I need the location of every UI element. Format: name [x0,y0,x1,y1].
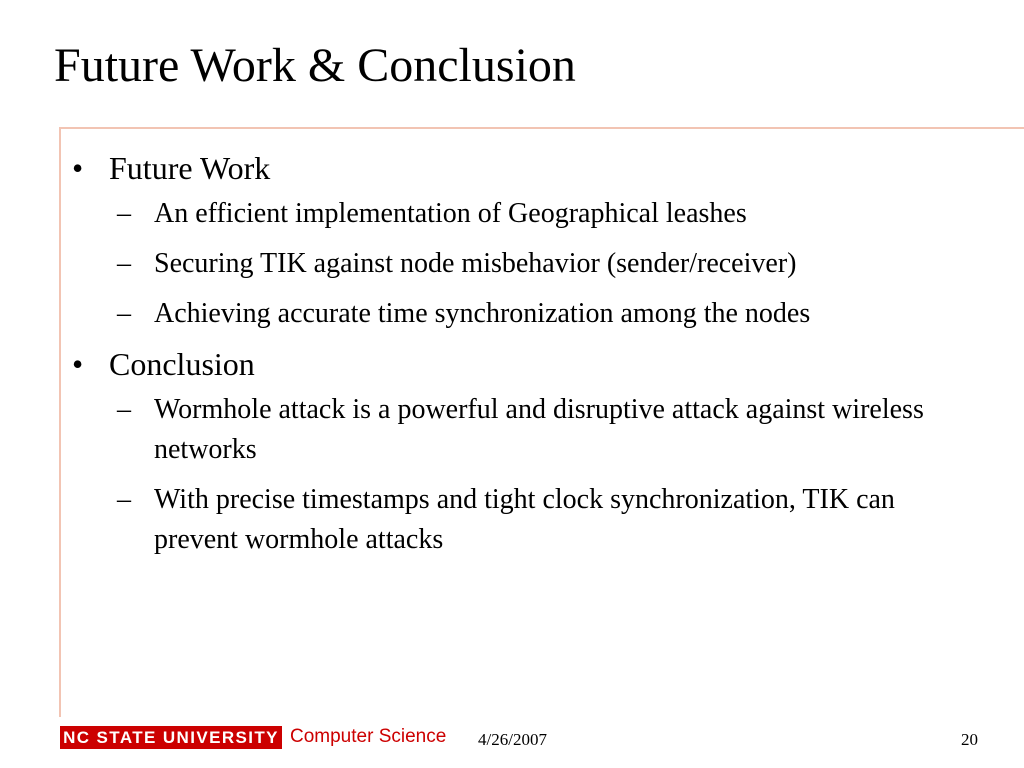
dash-marker: – [117,298,131,329]
university-logo: NC STATE UNIVERSITY [60,726,282,749]
bullet-conclusion [72,344,992,384]
list-item-text: Wormhole attack is a powerful and disruptive attack against wireless networks [154,394,924,465]
slide-title: Future Work & Conclusion [54,39,576,92]
bullet-marker: • [72,150,84,186]
dash-marker: – [117,198,131,229]
list-item-text: Achieving accurate time synchronization among the nodes [154,298,811,329]
list-item [72,244,992,284]
list-item-text: With precise timestamps and tight clock synchronization, TIK can prevent wormhole attacks [154,484,895,555]
dash-marker: – [117,394,131,425]
bullet-heading: Future Work [109,150,271,186]
department-name: Computer Science [290,726,447,747]
title-divider [60,127,1024,129]
list-item [72,194,992,234]
list-item-text: Securing TIK against node misbehavior (sender/receiver) [154,248,797,279]
bullet-marker: • [72,346,84,382]
dash-marker: – [117,248,131,279]
slide-content [72,148,992,570]
list-item [72,390,974,470]
left-divider [59,127,61,717]
list-item [72,480,944,560]
page-number: 20 [961,730,978,749]
bullet-heading: Conclusion [109,346,255,382]
list-item [72,294,992,334]
future-work-list [72,194,992,334]
slide-date: 4/26/2007 [478,730,547,749]
bullet-future-work [72,148,992,188]
conclusion-list [72,390,992,560]
list-item-text: An efficient implementation of Geographical leashes [154,198,747,229]
dash-marker: – [117,484,131,515]
